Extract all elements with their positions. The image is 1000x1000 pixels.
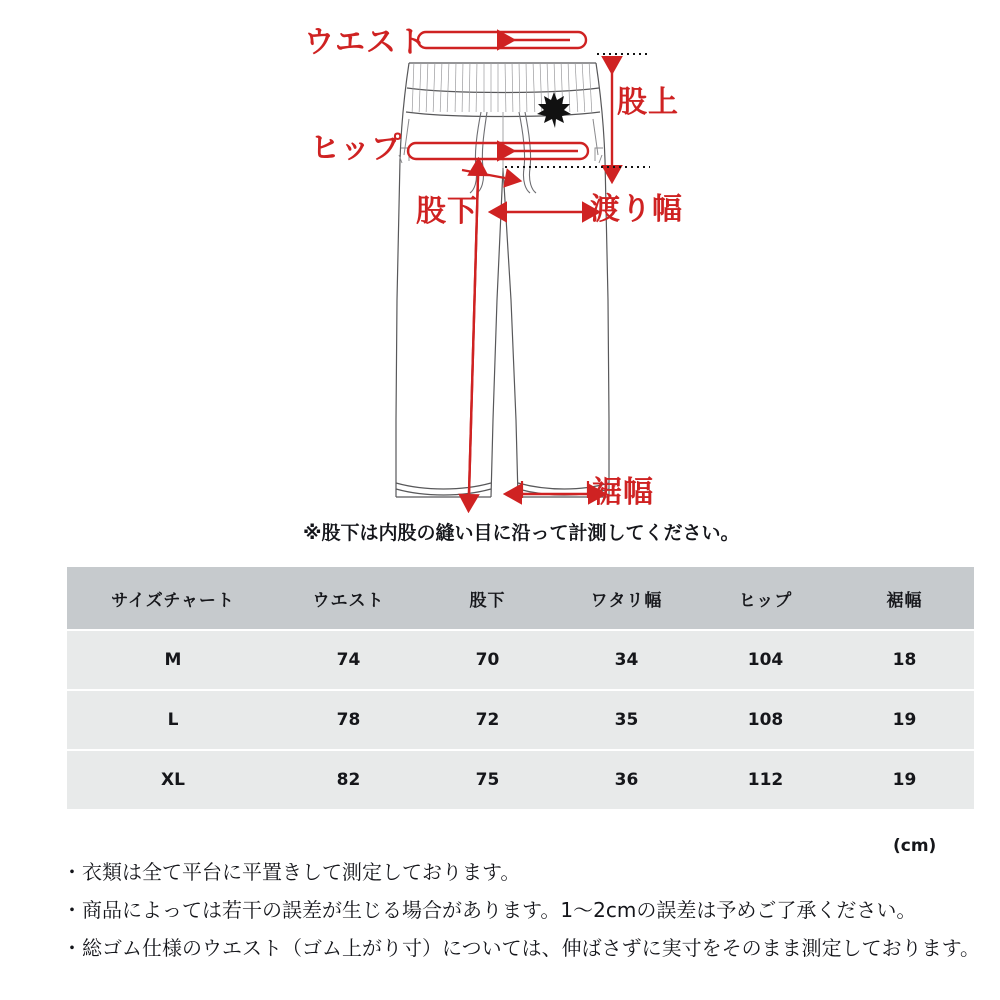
- cell-waist: 78: [279, 690, 418, 750]
- table-row: [67, 630, 974, 690]
- measurement-note: ※股下は内股の縫い目に沿って計測してください。: [303, 522, 740, 544]
- cell-size: XL: [67, 750, 279, 809]
- column-header-size: サイズチャート: [67, 567, 279, 630]
- column-header-hem: 裾幅: [835, 567, 974, 630]
- table-header-row: [67, 567, 974, 630]
- cell-waist: 82: [279, 750, 418, 809]
- cell-waist: 74: [279, 630, 418, 690]
- table-row: [67, 690, 974, 750]
- cell-hip: 112: [696, 750, 835, 809]
- cell-inseam: 72: [418, 690, 557, 750]
- note-line: ・総ゴム仕様のウエスト（ゴム上がり寸）については、伸ばさずに実寸をそのまま測定しております。: [62, 936, 980, 960]
- label-inseam: 股下: [416, 194, 478, 229]
- cell-hem: 19: [835, 750, 974, 809]
- column-header-waist: ウエスト: [279, 567, 418, 630]
- label-thigh: 渡り幅: [590, 192, 683, 227]
- pants-illustration: [396, 60, 609, 497]
- measurement-annotations: [408, 32, 650, 498]
- cell-hip: 104: [696, 630, 835, 690]
- size-chart-table: [67, 567, 974, 809]
- cell-size: M: [67, 630, 279, 690]
- column-header-thigh: ワタリ幅: [557, 567, 696, 630]
- table-row: [67, 750, 974, 809]
- cell-inseam: 70: [418, 630, 557, 690]
- cell-thigh: 35: [557, 690, 696, 750]
- cell-thigh: 36: [557, 750, 696, 809]
- cell-size: L: [67, 690, 279, 750]
- label-hem: 裾幅: [592, 475, 654, 510]
- column-header-inseam: 股下: [418, 567, 557, 630]
- note-line: ・衣類は全て平台に平置きして測定しております。: [62, 860, 521, 884]
- cell-hem: 19: [835, 690, 974, 750]
- label-rise: 股上: [617, 85, 679, 120]
- column-header-hip: ヒップ: [696, 567, 835, 630]
- unit-label: (cm): [893, 836, 937, 856]
- cell-inseam: 75: [418, 750, 557, 809]
- cell-hip: 108: [696, 690, 835, 750]
- label-hip: ヒップ: [310, 131, 403, 166]
- footer-notes: [62, 860, 980, 976]
- label-waist: ウエスト: [304, 25, 428, 60]
- note-line: ・商品によっては若干の誤差が生じる場合があります。1〜2cmの誤差は予めご了承ください。: [62, 898, 917, 922]
- cell-hem: 18: [835, 630, 974, 690]
- cell-thigh: 34: [557, 630, 696, 690]
